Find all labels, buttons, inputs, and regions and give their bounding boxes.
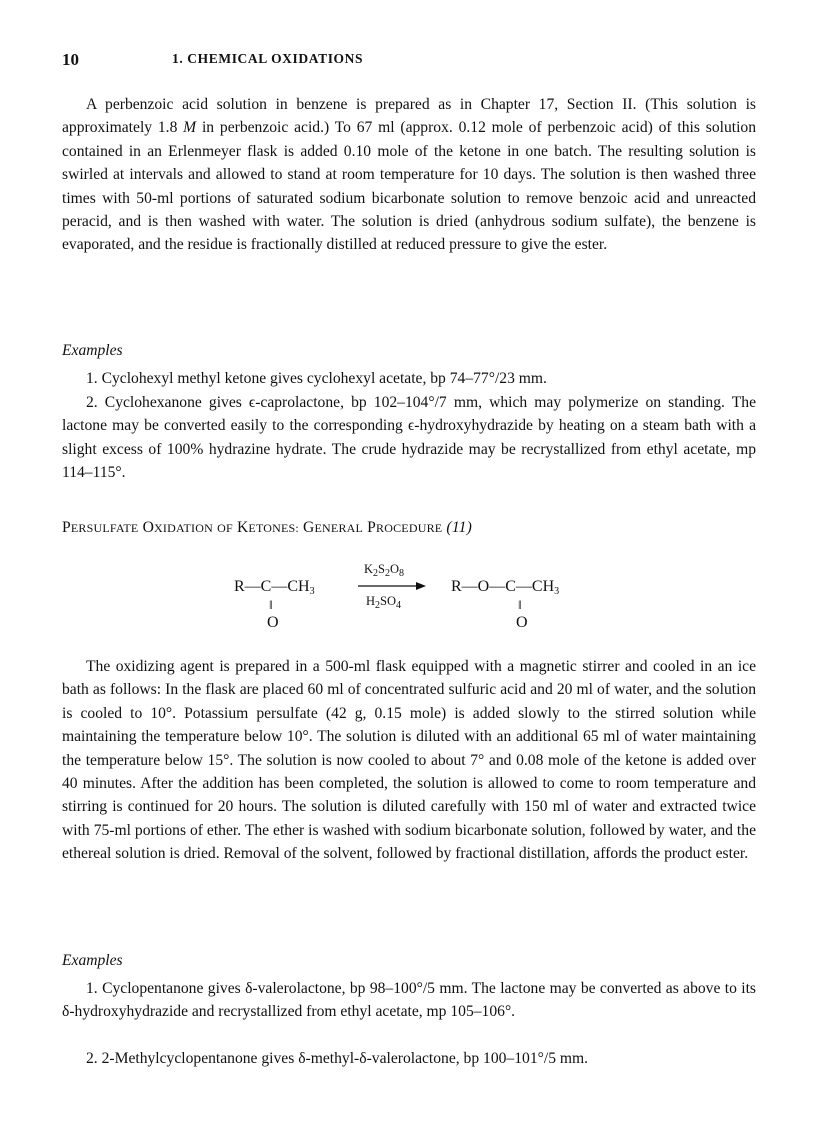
heading-reference: (11) bbox=[446, 519, 473, 536]
reagent-top bbox=[364, 562, 404, 579]
procedure-text-part1: A perbenzoic acid solution in benzene is prepared as in Chapter 17, Section II. (This solution is approximately 1.8 bbox=[62, 96, 756, 137]
molar-symbol: M bbox=[183, 119, 197, 137]
reagent-bottom-so: SO bbox=[380, 594, 397, 608]
reagent-top-o: O bbox=[389, 562, 400, 576]
product-subscript: 3 bbox=[554, 586, 560, 597]
reagent-top-s: S bbox=[378, 562, 385, 576]
product-oxygen: O bbox=[516, 614, 528, 631]
example-1-2: 2. Cyclohexanone gives ϵ-caprolactone, bp 102–104°/7 mm, which may polymerize on standing. The lactone may be converted easily to the corresponding ϵ-hydroxyhydrazide by heating on a steam bath with a slight excess of 100% hydrazine hydrate. The crude hydrazide may be recrystallized from ethyl acetate, mp 114–115°. bbox=[62, 394, 756, 482]
reagent-top-sub3: 8 bbox=[399, 568, 405, 579]
product-formula bbox=[451, 578, 559, 597]
page-number: 10 bbox=[62, 50, 79, 69]
example-1-1: 1. Cyclohexyl methyl ketone gives cyclohexyl acetate, bp 74–77°/23 mm. bbox=[86, 370, 547, 387]
running-head: 1. CHEMICAL OXIDATIONS bbox=[172, 51, 364, 66]
procedure-text-part2: in perbenzoic acid.) To 67 ml (approx. 0.12 mole of perbenzoic acid) of this solution contained in an Erlenmeyer flask is added 0.10 mole of the ketone in one batch. The resulting solution is swirled at intervals and allowed to stand at room temperature for 10 days. The solution is then washed three times with 50-ml portions of saturated sodium bicarbonate solution to remove benzoic acid and unreacted peracid, and is then washed with water. The solution is dried (anhydrous sodium sulfate), the benzene is evaporated, and the residue is fractionally distilled at reduced pressure to give the ester. bbox=[62, 119, 756, 254]
section-heading bbox=[62, 519, 472, 537]
example-2-1: 1. Cyclopentanone gives δ-valerolactone, bp 98–100°/5 mm. The lactone may be converted as above to its δ-hydroxyhydrazide and recrystallized from ethyl acetate, mp 105–106°. bbox=[62, 980, 756, 1021]
heading-of: OF bbox=[217, 521, 233, 535]
reagent-bottom-h: H bbox=[366, 594, 376, 608]
reagent-bottom bbox=[366, 594, 401, 611]
reactant-double-bond: ‖ bbox=[269, 597, 273, 612]
heading-rest-persulfate: ERSULFATE bbox=[70, 521, 139, 535]
heading-cap-o: O bbox=[142, 519, 155, 536]
heading-cap-k: K bbox=[236, 519, 249, 536]
procedure-paragraph bbox=[62, 93, 756, 257]
reagent-bottom-sub1: 2 bbox=[375, 600, 381, 611]
examples-heading-1: Examples bbox=[62, 342, 123, 359]
heading-rest-ketones: ETONES: bbox=[248, 521, 299, 535]
reagent-bottom-sub2: 4 bbox=[396, 600, 402, 611]
page-header bbox=[62, 50, 762, 74]
heading-rest-procedure: ROCEDURE bbox=[376, 521, 443, 535]
heading-cap-g: G bbox=[303, 519, 315, 536]
product-double-bond: ‖ bbox=[518, 597, 522, 612]
reagent-top-sub1: 2 bbox=[373, 568, 379, 579]
heading-cap-p2: P bbox=[367, 519, 377, 536]
heading-cap-p: P bbox=[62, 519, 71, 536]
reactant-formula bbox=[234, 578, 315, 597]
product-text: R—O—C—CH bbox=[451, 578, 555, 595]
heading-rest-general: ENERAL bbox=[314, 521, 364, 535]
reactant-oxygen: O bbox=[267, 614, 279, 631]
oxidizing-agent-paragraph: The oxidizing agent is prepared in a 500-ml flask equipped with a magnetic stirrer and cooled in an ice bath as follows: In the flask are placed 60 ml of concentrated sulfuric acid and 20 ml of water, and the solution is cooled to 10°. Potassium persulfate (42 g, 0.15 mole) is added slowly to the stirred solution while maintaining the temperature below 10°. The solution is diluted with an additional 65 ml of water maintaining the temperature below 15°. The solution is now cooled to about 7° and 0.08 mole of the ketone is added over 40 minutes. After the addition has been completed, the solution is allowed to come to room temperature and stirring is continued for 20 hours. The solution is diluted carefully with 150 ml of water and extracted twice with 75-ml portions of ether. The ether is washed with sodium bicarbonate solution, followed by water, and the ethereal solution is dried. Removal of the solvent, followed by fractional distillation, affords the product ester. bbox=[62, 658, 756, 863]
examples-heading-2: Examples bbox=[62, 952, 123, 969]
reagent-top-sub2: 2 bbox=[384, 568, 390, 579]
heading-rest-oxidation: XIDATION bbox=[154, 521, 213, 535]
reactant-subscript: 3 bbox=[309, 586, 315, 597]
reaction-arrow bbox=[356, 580, 428, 592]
reagent-top-k: K bbox=[364, 562, 374, 576]
reactant-text: R—C—CH bbox=[234, 578, 310, 595]
example-2-2: 2. 2-Methylcyclopentanone gives δ-methyl-δ-valerolactone, bp 100–101°/5 mm. bbox=[86, 1050, 589, 1067]
